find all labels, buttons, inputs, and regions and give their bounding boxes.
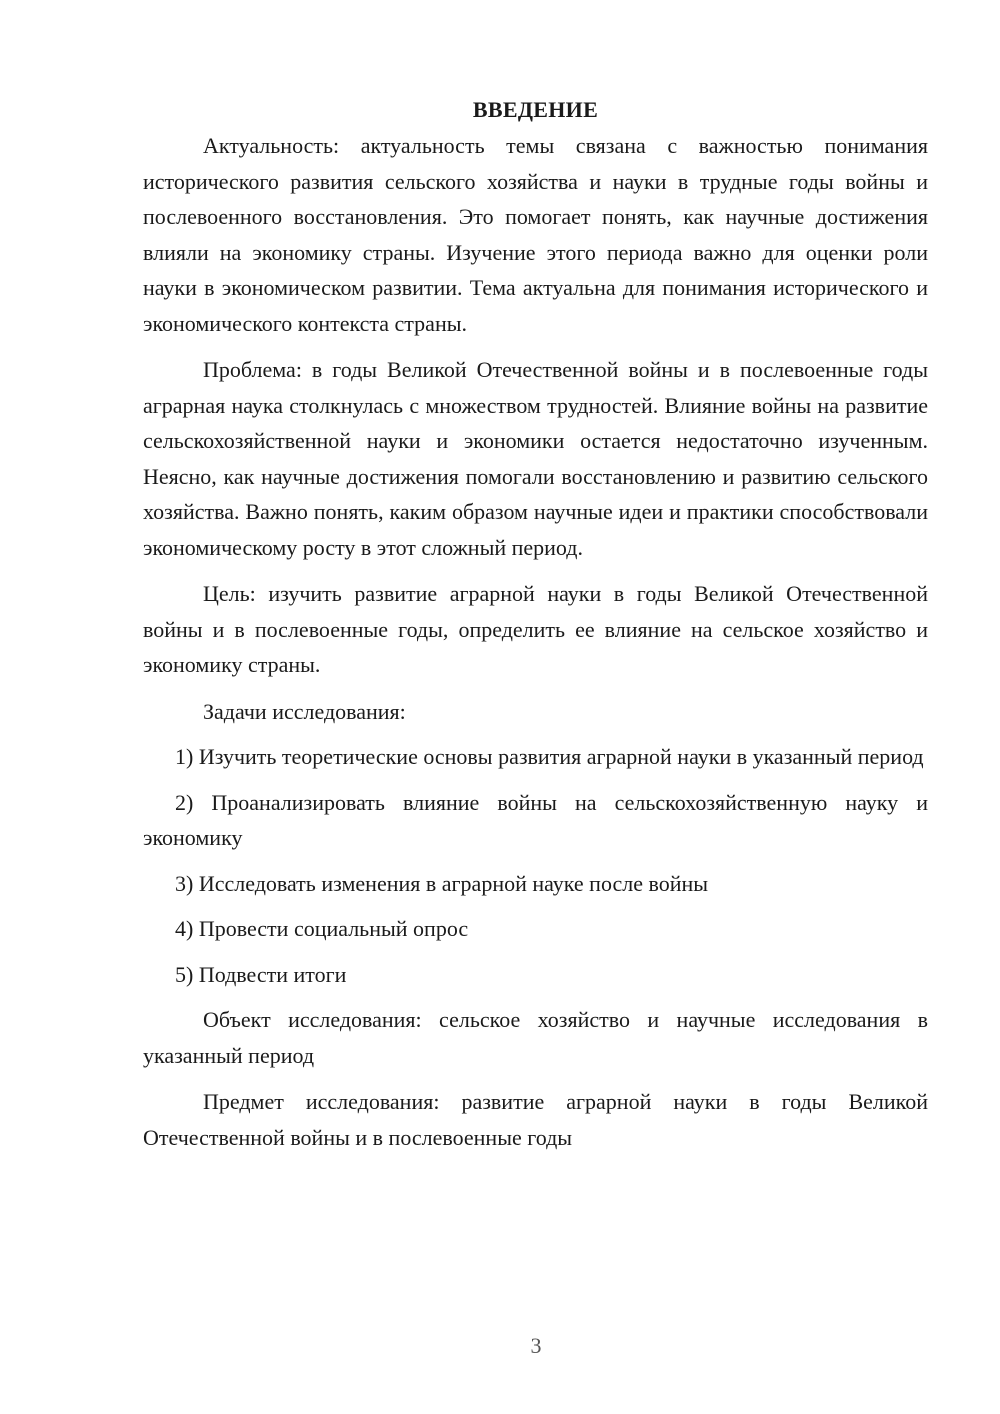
problem-paragraph: Проблема: в годы Великой Отечественной войны и в послевоенные годы аграрная наука столкнулась с множеством трудностей. Влияние войны на развитие сельскохозяйственной науки и экономики остается недостаточно изученным. Неясно, как научные достижения помогали восстановлению и развитию сельского хозяйства. Важно понять, каким образом научные идеи и практики способствовали экономическому росту в этот сложный период. bbox=[143, 357, 928, 560]
subject-paragraph: Предмет исследования: развитие аграрной науки в годы Великой Отечественной войны и в послевоенные годы bbox=[143, 1089, 928, 1150]
page-title: ВВЕДЕНИЕ bbox=[472, 97, 599, 122]
task-item: 4) Провести социальный опрос bbox=[175, 916, 469, 941]
goal-paragraph: Цель: изучить развитие аграрной науки в годы Великой Отечественной войны и в послевоенные годы, определить ее влияние на сельское хозяйство и экономику страны. bbox=[143, 581, 928, 677]
task-item: 3) Исследовать изменения в аграрной науке после войны bbox=[175, 870, 709, 896]
tasks-heading: Задачи исследования: bbox=[203, 698, 406, 724]
page-content bbox=[143, 92, 928, 1166]
tasks-list bbox=[143, 739, 928, 992]
page-number: 3 bbox=[530, 1333, 542, 1358]
task-item: 1) Изучить теоретические основы развития аграрной науки в указанный период bbox=[175, 744, 924, 769]
relevance-paragraph: Актуальность: актуальность темы связана с важностью понимания исторического развития сельского хозяйства и науки в трудные годы войны и послевоенного восстановления. Это помогает понять, как научные достижения влияли на экономику страны. Изучение этого периода важно для оценки роли науки в экономическом развитии. Тема актуальна для понимания исторического и экономического контекста страны. bbox=[143, 133, 928, 336]
task-item: 2) Проанализировать влияние войны на сельскохозяйственную науку и экономику bbox=[143, 789, 928, 850]
object-paragraph: Объект исследования: сельское хозяйство и научные исследования в указанный период bbox=[143, 1007, 928, 1068]
task-item: 5) Подвести итоги bbox=[175, 961, 347, 987]
